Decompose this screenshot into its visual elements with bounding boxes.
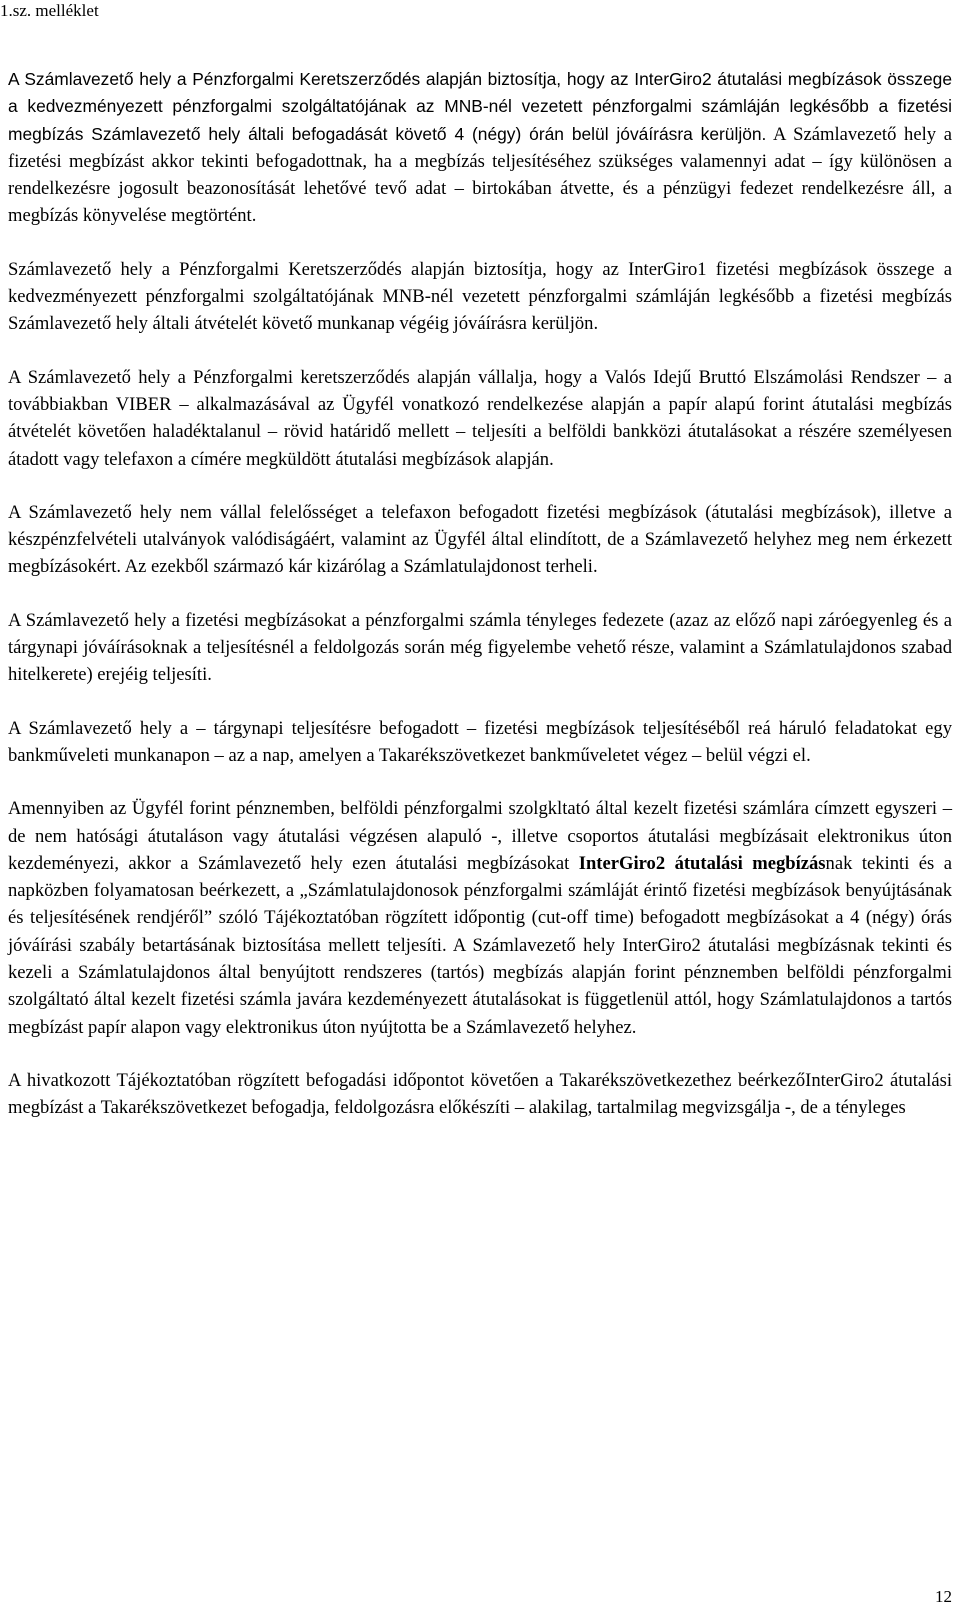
paragraph-electronic-transfers — [8, 795, 952, 1041]
paragraph-intergiro2-guarantee — [8, 66, 952, 230]
document-body — [8, 66, 952, 1148]
paragraph-coverage: A Számlavezető hely a fizetési megbízásokat a pénzforgalmi számla tényleges fedezete (azaz az előző napi záróegyenleg és a tárgynapi jóváírásoknak a teljesítésnél a feldolgozás során még figyelembe vehető része, valamint a Számlatulajdonos szabad hitelkerete) erejéig teljesíti. — [8, 609, 952, 686]
paragraph-text: A Számlavezető hely a Pénzforgalmi Keretszerződés alapján biztosítja, hogy az InterGiro2 átutalási megbízások összege a kedvezményezett pénzforgalmi szolgáltatójának az MNB-nél vezetett pénzforgalmi számláján legkésőbb a fizetési megbízás Számlavezető hely általi befogadását követő 4 (négy) órán belül jóváírásra kerüljön. — [8, 69, 952, 144]
paragraph-bold-term: InterGiro2 átutalási megbízás — [578, 852, 826, 874]
paragraph-viber: A Számlavezető hely a Pénzforgalmi keretszerződés alapján vállalja, hogy a Valós Idejű Bruttó Elszámolási Rendszer – a továbbiakban VIBER – alkalmazásával az Ügyfél vonatkozó rendelkezése alapján a papír alapú forint átutalási megbízás átvételét követően haladéktalanul – rövid határidő mellett – teljesíti a belföldi bankközi átutalásokat a részére személyesen átadott vagy telefaxon a címére megküldött átutalási megbízások alapján. — [8, 366, 952, 470]
paragraph-text-continued: A Számlavezető hely a fizetési megbízást akkor tekinti befogadottnak, ha a megbízás teljesítéséhez szükséges valamennyi adat – így különösen a rendelkezésre jogosult beazonosítását lehetővé tevő adat – birtokában átvette, és a pénzügyi fedezet rendelkezésre áll, a megbízás könyvelése megtörtént. — [8, 123, 953, 227]
annex-label: 1.sz. melléklet — [0, 1, 99, 20]
paragraph-execution-day: A Számlavezető hely a – tárgynapi teljesítésre befogadott – fizetési megbízások teljesítéséből reá háruló feladatokat egy bankműveleti munkanapon – az a nap, amelyen a Takarékszövetkezet bankműveletet végez – belül végzi el. — [8, 717, 952, 766]
paragraph-after-cutoff: A hivatkozott Tájékoztatóban rögzített befogadási időpontot követően a Takarékszövetkezethez beérkezőInterGiro2 átutalási megbízást a Takarékszövetkezet befogadja, feldolgozásra előkészíti – alakilag, tartalmilag megvizsgálja -, de a tényleges — [8, 1069, 952, 1119]
paragraph-intergiro1-guarantee: Számlavezető hely a Pénzforgalmi Keretszerződés alapján biztosítja, hogy az InterGiro1 fizetési megbízások összege a kedvezményezett pénzforgalmi szolgáltatójának MNB-nél vezetett pénzforgalmi számláján legkésőbb a fizetési megbízás Számlavezető hely általi átvételét követő munkanap végéig jóváírásra kerüljön. — [8, 258, 952, 335]
page-number: 12 — [935, 1587, 952, 1606]
paragraph-liability: A Számlavezető hely nem vállal felelősséget a telefaxon befogadott fizetési megbízások (átutalási megbízások), illetve a készpénzfelvételi utalványok valódiságáért, valamint az Ügyfél által elindított, de a Számlavezető helyhez meg nem érkezett megbízásokért. Az ezekből származó kár kizárólag a Számlatulajdonost terheli. — [8, 501, 952, 578]
paragraph-text-after: nak tekinti és a napközben folyamatosan beérkezett, a „Számlatulajdonosok pénzforgalmi számláját érintő fizetési megbízások benyújtásának és teljesítésének rendjéről” szóló Tájékoztatóban rögzített időpontig (cut-off time) befogadott megbízásokat a 4 (négy) órás jóváírási szabály betartásának biztosítása mellett teljesíti. A Számlavezető hely InterGiro2 átutalási megbízásnak tekinti és kezeli a Számlatulajdonos által benyújtott rendszeres (tartós) megbízás alapján forint pénznemben belföldi pénzforgalmi szolgáltató által kezelt fizetési számla javára kezdeményezett átutalásokat is függetlenül attól, hogy Számlatulajdonos a tartós megbízást papír alapon vagy elektronikus úton nyújtotta be a Számlavezető helyhez. — [8, 852, 953, 1038]
paragraph-text-before: Amennyiben az Ügyfél forint pénznemben, belföldi pénzforgalmi szolgkltató által kezelt fizetési számlára címzett egyszeri – de nem hatósági átutaláson vagy átutalási végzésen alapuló -, illetve csoportos átutalási megbízásait elektronikus úton kezdeményezi, akkor a Számlavezető hely ezen átutalási megbízásokat — [8, 798, 952, 874]
